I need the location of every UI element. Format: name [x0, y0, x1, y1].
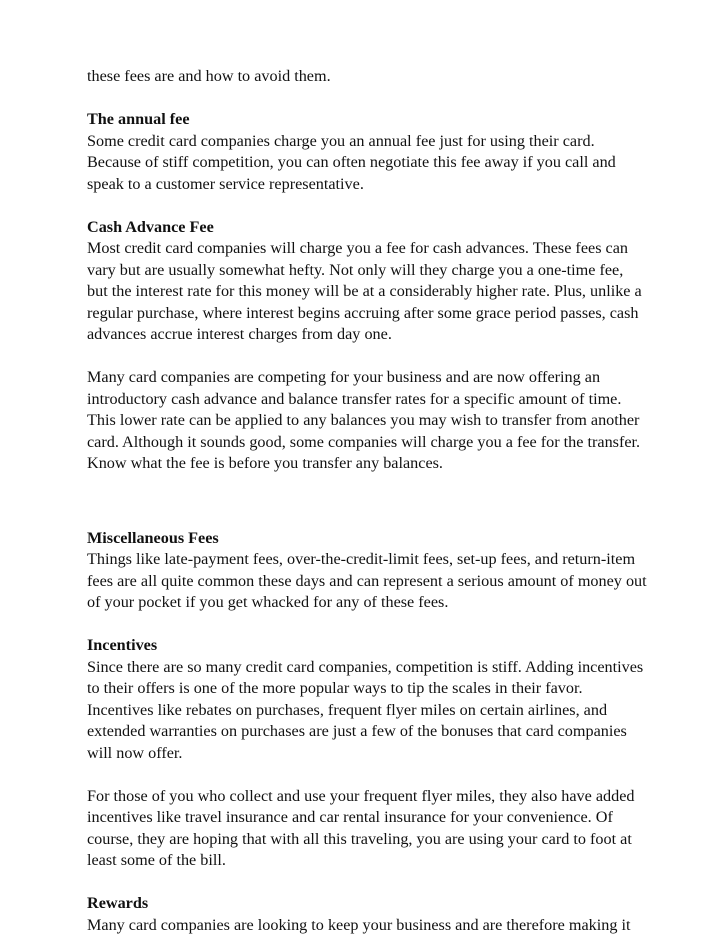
text-line: Most credit card companies will charge you a fee for cash advances. These fees can — [87, 239, 629, 257]
text-line: Many card companies are looking to keep your business and are therefore making it — [87, 915, 631, 934]
text-line: but the interest rate for this money will be at a considerably higher rate. Plus, unlike a — [87, 282, 642, 300]
text-line: Because of stiff competition, you can often negotiate this fee away if you call and — [87, 153, 616, 171]
section-heading: Miscellaneous Fees — [87, 528, 219, 547]
text-line: extended warranties on purchases are just a few of the bonuses that card companies — [87, 722, 627, 740]
text-line: vary but are usually somewhat hefty. Not only will they charge you a one-time fee, — [87, 260, 624, 279]
text-line: will now offer. — [87, 743, 183, 762]
document-page — [87, 66, 667, 936]
text-line: card. Although it sounds good, some companies will charge you a fee for the transfer. — [87, 432, 641, 451]
text-line: regular purchase, where interest begins accruing after some grace period passes, cash — [87, 303, 639, 322]
text-line: to their offers is one of the more popular ways to tip the scales in their favor. — [87, 679, 583, 697]
text-line: advances accrue interest charges from day one. — [87, 325, 392, 343]
section-miscellaneous-fees — [87, 528, 667, 614]
text-line: Many card companies are competing for your business and are now offering an — [87, 368, 601, 386]
section-incentives — [87, 635, 667, 764]
text-line: of your pocket if you get whacked for any of these fees. — [87, 593, 449, 611]
text-line: introductory cash advance and balance transfer rates for a specific amount of time. — [87, 389, 622, 408]
section-heading: Rewards — [87, 894, 149, 912]
text-line: speak to a customer service representative. — [87, 174, 364, 193]
section-annual-fee — [87, 109, 667, 195]
text-line: fees are all quite common these days and can represent a serious amount of money out — [87, 571, 647, 590]
text-line: Since there are so many credit card companies, competition is stiff. Adding incentives — [87, 657, 644, 676]
section-rewards — [87, 893, 667, 936]
text-line: Some credit card companies charge you an annual fee just for using their card. — [87, 131, 595, 150]
text-line: For those of you who collect and use your frequent flyer miles, they also have added — [87, 786, 635, 805]
paragraph-frequent-flyer — [87, 786, 667, 872]
text-line: Incentives like rebates on purchases, frequent flyer miles on certain airlines, and — [87, 700, 608, 719]
text-line: incentives like travel insurance and car rental insurance for your convenience. Of — [87, 808, 613, 826]
text-line: these fees are and how to avoid them. — [87, 67, 331, 85]
section-heading: Cash Advance Fee — [87, 217, 214, 236]
text-line: Know what the fee is before you transfer any balances. — [87, 454, 443, 472]
paragraph-balance-transfer — [87, 367, 667, 475]
text-line: course, they are hoping that with all this traveling, you are using your card to foot at — [87, 829, 632, 848]
text-line: Things like late-payment fees, over-the-credit-limit fees, set-up fees, and return-item — [87, 550, 636, 568]
intro-paragraph — [87, 66, 667, 88]
section-cash-advance-fee — [87, 217, 667, 346]
text-line: This lower rate can be applied to any balances you may wish to transfer from another — [87, 411, 640, 429]
section-heading: Incentives — [87, 636, 158, 654]
text-line: least some of the bill. — [87, 851, 226, 869]
section-heading: The annual fee — [87, 110, 190, 128]
